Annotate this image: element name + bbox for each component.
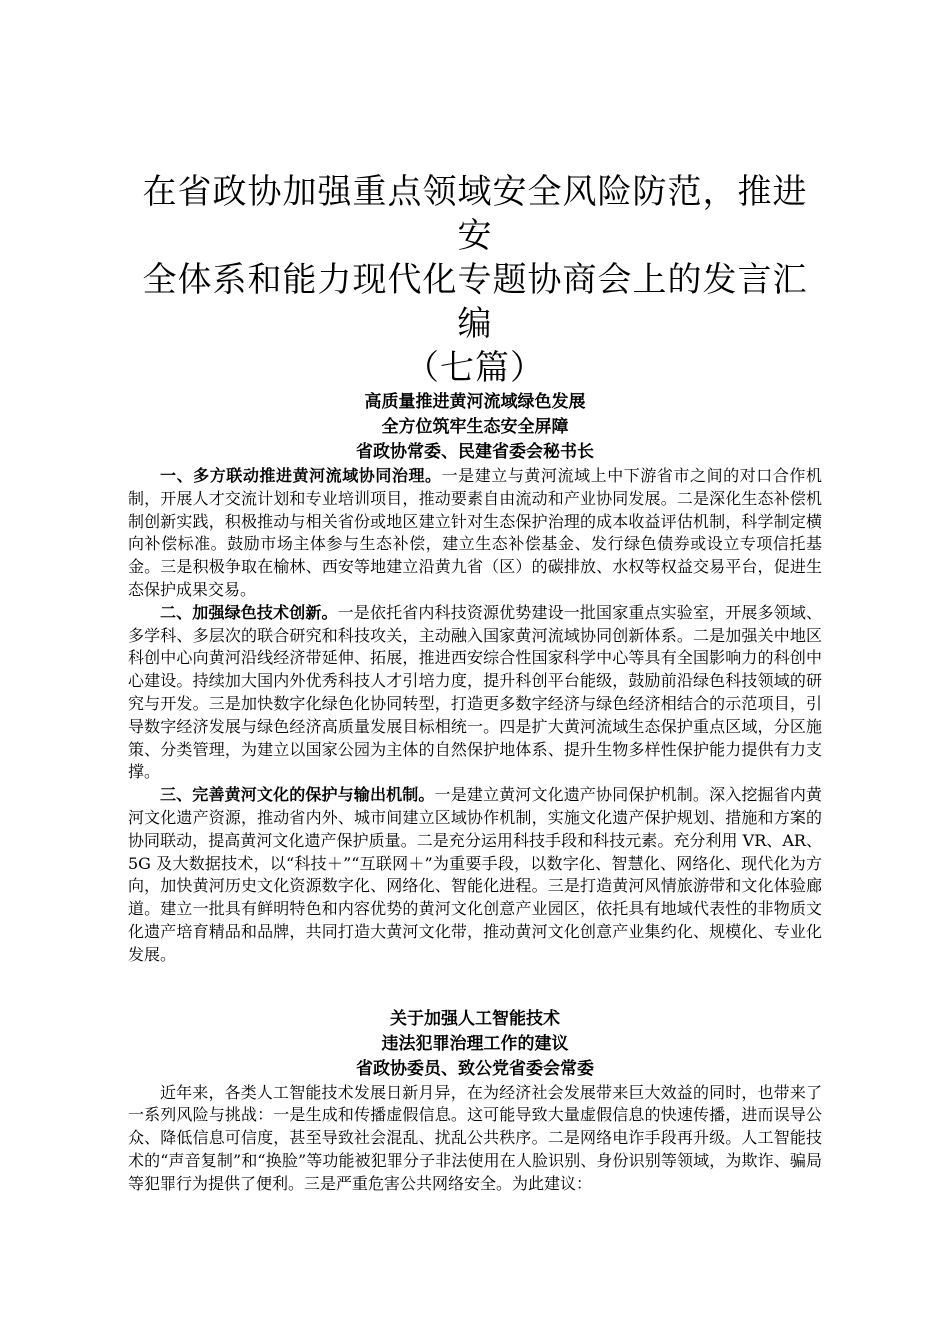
section1-heading: [128, 390, 822, 465]
paragraph-lead: 二、加强绿色技术创新。: [160, 602, 338, 622]
title-line: 在省政协加强重点领域安全风险防范，推进安: [142, 172, 808, 256]
section2-paragraph-1: [128, 1082, 822, 1196]
paragraph-text: 一是依托省内科技资源优势建设一批国家重点实验室，开展多领域、多学科、多层次的联合研究和科技攻关，主动融入国家黄河流域协同创新体系。二是加强关中地区科创中心向黄河沿线经济带延伸、拓展，推进西安综合性国家科学中心等具有全国影响力的科创中心建设。持续加大国内外优秀科技人才引培力度，提升科创平台能级，鼓励前沿绿色科技领域的研究与开发。三是加快数字化绿色化协同转型，打造更多数字经济与绿色经济相结合的示范项目，引导数字经济发展与绿色经济高质量发展目标相统一。四是扩大黄河流域生态保护重点区域，分区施策、分类管理，为建立以国家公园为主体的自然保护地体系、提升生物多样性保护能力提供有力支撑。: [128, 602, 822, 782]
title-line: 全体系和能力现代化专题协商会上的发言汇编: [142, 260, 808, 344]
title-line: （七篇）: [405, 348, 545, 388]
section1-author: 省政协常委、民建省委会秘书长: [356, 442, 594, 462]
paragraph-text: 一是建立与黄河流域上中下游省市之间的对口合作机制，开展人才交流计划和专业培训项目，推动要素自由流动和产业协同发展。二是深化生态补偿机制创新实践，积极推动与相关省份或地区建立针对生态保护治理的成本收益评估机制，科学制定横向补偿标准。鼓励市场主体参与生态补偿，建立生态补偿基金、发行绿色债券或设立专项信托基金。三是积极争取在榆林、西安等地建立沿黄九省（区）的碳排放、水权等权益交易平台，促进生态保护成果交易。: [128, 466, 822, 599]
section2-author: 省政协委员、致公党省委会常委: [356, 1058, 594, 1079]
section2-title-line: 关于加强人工智能技术: [390, 1008, 560, 1029]
section1-paragraph-2: [128, 602, 822, 784]
section1-paragraph-1: [128, 465, 822, 602]
section-spacer: [128, 967, 822, 1007]
section2-title-line: 违法犯罪治理工作的建议: [381, 1033, 569, 1054]
section2-heading: [128, 1007, 822, 1082]
section1-paragraph-3: [128, 784, 822, 966]
document-title: [128, 170, 822, 390]
paragraph-lead: 一、多方联动推进黄河流域协同治理。: [160, 466, 442, 485]
document-page: [128, 170, 822, 1196]
paragraph-text: 一是建立黄河文化遗产协同保护机制。深入挖掘省内黄河文化遗产资源，推动省内外、城市间建立区域协作机制，实施文化遗产保护规划、措施和方案的协同联动，提高黄河文化遗产保护质量。二是充分运用科技手段和科技元素。充分利用 VR、AR、5G 及大数据技术，以“科技＋”“互联网＋”为重要手段，以数字化、智慧化、网络化、现代化为方向，加快黄河历史文化资源数字化、网络化、智能化进程。三是打造黄河风情旅游带和文化体验廊道。建立一批具有鲜明特色和内容优势的黄河文化创意产业园区，依托具有地域代表性的非物质文化遗产培育精品和品牌，共同打造大黄河文化带，推动黄河文化创意产业集约化、规模化、专业化发展。: [128, 785, 822, 964]
paragraph-text: 近年来，各类人工智能技术发展日新月异，在为经济社会发展带来巨大效益的同时，也带来了一系列风险与挑战：一是生成和传播虚假信息。这可能导致大量虚假信息的快速传播，进而误导公众、降低信息可信度，甚至导致社会混乱、扰乱公共秩序。二是网络电诈手段再升级。人工智能技术的“声音复制”和“换脸”等功能被犯罪分子非法使用在人脸识别、身份识别等领域，为欺诈、骗局等犯罪行为提供了便利。三是严重危害公共网络安全。为此建议：: [128, 1082, 822, 1193]
section1-title-line: 高质量推进黄河流域绿色发展: [364, 392, 586, 412]
paragraph-lead: 三、完善黄河文化的保护与输出机制。: [160, 785, 435, 805]
section1-title-line: 全方位筑牢生态安全屏障: [381, 417, 569, 437]
